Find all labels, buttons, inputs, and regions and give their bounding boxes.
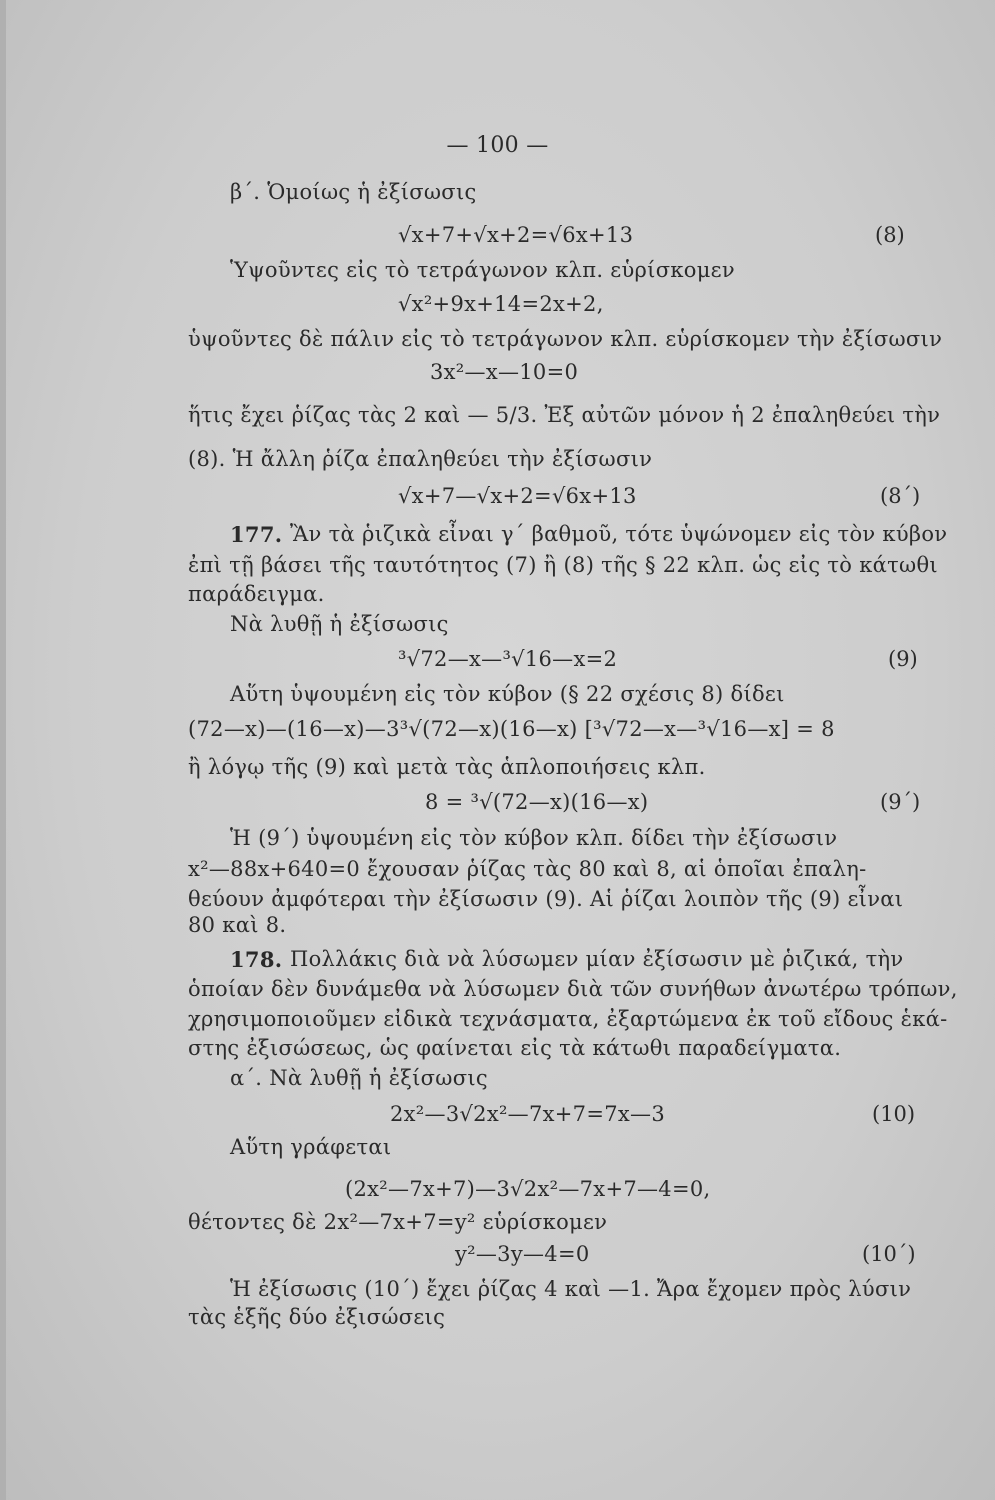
equation: (72—x)—(16—x)—3³√(72—x)(16—x) [³√72—x—³√16—x] = 8 [188,717,835,741]
equation: 3x²—x—10=0 [430,360,579,384]
text-line: Νὰ λυθῇ ἡ ἐξίσωσις [230,612,449,636]
equation: √x+7—√x+2=√6x+13 [398,484,637,508]
equation: ³√72—x—³√16—x=2 [398,647,618,671]
equation: 2x²—3√2x²—7x+7=7x—3 [390,1102,666,1126]
text-line: ἢ λόγῳ τῆς (9) καὶ μετὰ τὰς ἁπλοποιήσεις κλπ. [188,755,706,779]
equation: √x+7+√x+2=√6x+13 [398,223,634,247]
text-line: 80 καὶ 8. [188,913,287,937]
text-line: χρησιμοποιοῦμεν εἰδικὰ τεχνάσματα, ἐξαρτώμενα ἐκ τοῦ εἴδους ἑκά- [188,1007,948,1031]
text-line: ὁποίαν δὲν δυνάμεθα νὰ λύσωμεν διὰ τῶν συνήθων ἀνωτέρω τρόπων, [188,977,958,1001]
equation-number: (9) [888,647,918,671]
text-line: ἐπὶ τῇ βάσει τῆς ταυτότητος (7) ἢ (8) τῆς § 22 κλπ. ὡς εἰς τὸ κάτωθι [188,553,938,577]
equation-number: (8΄) [880,484,921,508]
equation: 8 = ³√(72—x)(16—x) [425,790,649,814]
page-edge [0,0,6,1500]
equation-number: (9΄) [880,790,921,814]
text-line: α΄. Νὰ λυθῇ ἡ ἐξίσωσις [230,1066,488,1090]
equation: (2x²—7x+7)—3√2x²—7x+7—4=0, [345,1177,711,1201]
text-line: (8). Ἡ ἄλλη ῥίζα ἐπαληθεύει τὴν ἐξίσωσιν [188,447,653,471]
text-line: Αὕτη ὑψουμένη εἰς τὸν κύβον (§ 22 σχέσις 8) δίδει [230,682,785,706]
text-line: παράδειγμα. [188,582,325,606]
text-line: θεύουν ἀμφότεραι τὴν ἐξίσωσιν (9). Αἱ ῥίζαι λοιπὸν τῆς (9) εἶναι [188,887,904,911]
text-line: Ἂν τὰ ῥιζικὰ εἶναι γ΄ βαθμοῦ, τότε ὑψώνομεν εἰς τὸν κύβον [290,522,948,546]
equation: √x²+9x+14=2x+2, [398,292,604,316]
text-line: Ὑψοῦντες εἰς τὸ τετράγωνον κλπ. εὑρίσκομεν [230,258,735,282]
page-number: — 100 — [446,133,549,158]
text-line: Πολλάκις διὰ νὰ λύσωμεν μίαν ἐξίσωσιν μὲ ῥιζικά, τὴν [290,947,904,971]
text-line: x²—88x+640=0 ἔχουσαν ῥίζας τὰς 80 καὶ 8, αἱ ὁποῖαι ἐπαλη- [188,857,867,881]
equation: y²—3y—4=0 [455,1242,590,1266]
section-number: 177. [230,522,283,547]
text-line: Αὕτη γράφεται [230,1135,392,1159]
text-line: Ἡ ἐξίσωσις (10΄) ἔχει ῥίζας 4 καὶ —1. Ἄρα ἔχομεν πρὸς λύσιν [230,1277,912,1301]
text-line: ἥτις ἔχει ῥίζας τὰς 2 καὶ — 5/3. Ἐξ αὐτῶν μόνον ἡ 2 ἐπαληθεύει τὴν [188,403,941,427]
text-line: Ἡ (9΄) ὑψουμένη εἰς τὸν κύβον κλπ. δίδει τὴν ἐξίσωσιν [230,826,838,850]
text-line: β΄. Ὁμοίως ἡ ἐξίσωσις [230,180,477,204]
text-line: ὑψοῦντες δὲ πάλιν εἰς τὸ τετράγωνον κλπ. εὑρίσκομεν τὴν ἐξίσωσιν [188,327,943,351]
text-line: θέτοντες δὲ 2x²—7x+7=y² εὑρίσκομεν [188,1210,608,1234]
section-number: 178. [230,947,283,972]
text-line: τὰς ἑξῆς δύο ἐξισώσεις [188,1305,446,1329]
text-line: στης ἐξισώσεως, ὡς φαίνεται εἰς τὰ κάτωθι παραδείγματα. [188,1036,842,1060]
equation-number: (8) [875,223,905,247]
equation-number: (10) [872,1102,916,1126]
equation-number: (10΄) [862,1242,916,1266]
